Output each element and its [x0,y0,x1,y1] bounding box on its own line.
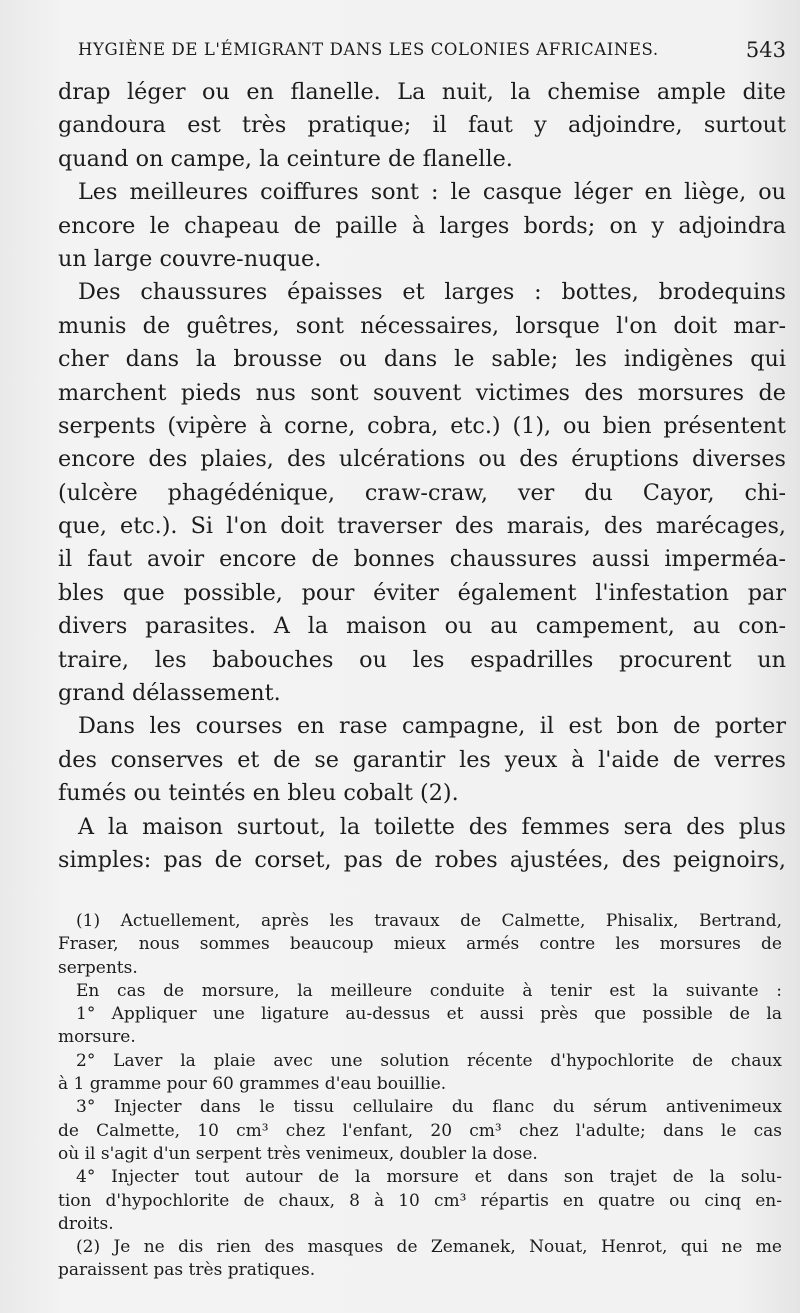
footnote-line: (2) Je ne dis rien des masques de Zemanek, Nouat, Henrot, qui ne me [76,1237,782,1258]
text-line: cher dans la brousse ou dans le sable; les indigènes qui [58,346,786,373]
text-line: simples: pas de corset, pas de robes ajustées, des peignoirs, [58,846,786,873]
page-number: 543 [745,38,786,62]
footnote-line: paraissent pas très pratiques. [58,1260,316,1281]
footnote-line: 2° Laver la plaie avec une solution récente d'hypochlorite de chaux [76,1050,782,1071]
footnote-line: de Calmette, 10 cm³ chez l'enfant, 20 cm³ chez l'adulte; dans le cas [58,1120,782,1141]
text-line: traire, les babouches ou les espadrilles procurent un [58,646,786,673]
text-line: A la maison surtout, la toilette des femmes sera des plus [78,813,786,840]
text-line: Des chaussures épaisses et larges : bottes, brodequins [78,279,786,306]
footnote-line: tion d'hypochlorite de chaux, 8 à 10 cm³ répartis en quatre ou cinq en- [58,1190,782,1211]
text-line: (ulcère phagédénique, craw-craw, ver du Cayor, chi- [58,479,786,506]
text-line: Dans les courses en rase campagne, il est bon de porter [78,713,786,740]
footnote-line: à 1 gramme pour 60 grammes d'eau bouillie. [58,1074,447,1095]
main-text [58,76,786,877]
text-line: il faut avoir encore de bonnes chaussures aussi imperméa- [58,546,786,573]
text-line: divers parasites. A la maison ou au campement, au con- [58,613,786,640]
text-line: un large couvre-nuque. [58,245,322,272]
text-line: que, etc.). Si l'on doit traverser des marais, des marécages, [58,513,786,540]
footnote-line: 4° Injecter tout autour de la morsure et dans son trajet de la solu- [76,1167,782,1188]
text-line: grand délassement. [58,680,281,707]
text-line: fumés ou teintés en bleu cobalt (2). [58,780,459,807]
footnote-line: morsure. [58,1027,136,1048]
footnote-line: En cas de morsure, la meilleure conduite à tenir est la suivante : [76,980,782,1001]
text-line: marchent pieds nus sont souvent victimes des morsures de [58,379,786,406]
footnote-line: droits. [58,1213,114,1234]
footnote-line: serpents. [58,957,138,978]
text-line: encore des plaies, des ulcérations ou des éruptions diverses [58,446,786,473]
text-line: serpents (vipère à corne, cobra, etc.) (1), ou bien présentent [58,412,786,439]
footnote-line: 1° Appliquer une ligature au-dessus et aussi près que possible de la [76,1004,782,1025]
text-line: gandoura est très pratique; il faut y adjoindre, surtout [58,112,786,139]
footnotes [58,910,782,1283]
footnote-line: où il s'agit d'un serpent très venimeux, doubler la dose. [58,1143,538,1164]
text-line: Les meilleures coiffures sont : le casque léger en liège, ou [78,179,786,206]
footnote-line: (1) Actuellement, après les travaux de Calmette, Phisalix, Bertrand, [76,911,782,931]
text-line: drap léger ou en flanelle. La nuit, la chemise ample dite [58,79,786,105]
footnote-line: 3° Injecter dans le tissu cellulaire du flanc du sérum antivenimeux [76,1097,782,1118]
text-line: bles que possible, pour éviter également l'infestation par [58,579,786,606]
running-title: HYGIÈNE DE L'ÉMIGRANT DANS LES COLONIES AFRICAINES. [78,40,659,59]
text-line: quand on campe, la ceinture de flanelle. [58,145,513,172]
page-header [58,38,786,68]
text-line: munis de guêtres, sont nécessaires, lorsque l'on doit mar- [58,312,786,339]
text-line: encore le chapeau de paille à larges bords; on y adjoindra [58,212,786,239]
footnote-line: Fraser, nous sommes beaucoup mieux armés contre les morsures de [58,934,782,955]
text-line: des conserves et de se garantir les yeux à l'aide de verres [58,746,786,773]
